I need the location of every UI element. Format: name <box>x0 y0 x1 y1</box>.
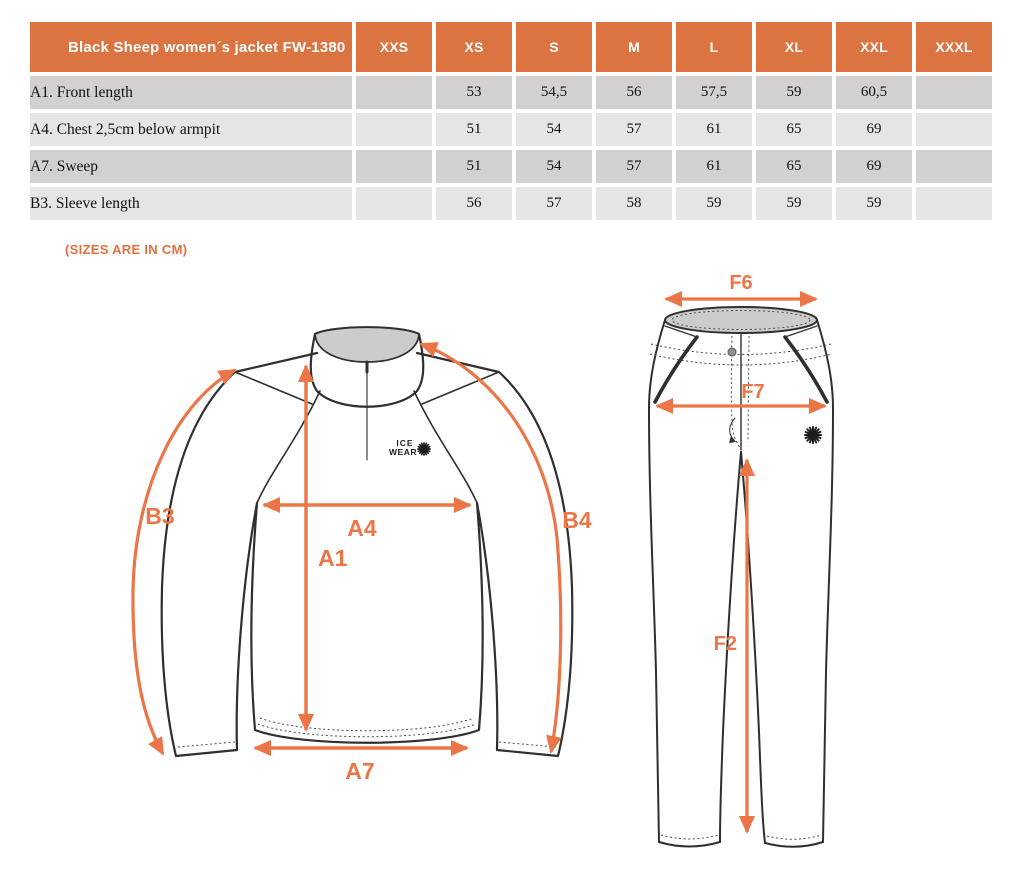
measurement-cell: 65 <box>756 113 832 146</box>
measurement-cell: 65 <box>756 150 832 183</box>
measurement-cell: 57 <box>516 187 592 220</box>
f6-label: F6 <box>729 272 753 294</box>
col-header-xxl: XXL <box>836 22 912 72</box>
col-header-s: S <box>516 22 592 72</box>
measurement-cell: 54 <box>516 113 592 146</box>
f7-label: F7 <box>741 381 765 403</box>
measurement-cell: 59 <box>756 187 832 220</box>
measurement-cell: 57 <box>596 113 672 146</box>
measurement-cell: 69 <box>836 113 912 146</box>
row-label: A4. Chest 2,5cm below armpit <box>30 113 352 146</box>
measurement-cell: 59 <box>676 187 752 220</box>
a1-label: A1 <box>318 545 348 571</box>
table-title: Black Sheep women´s jacket FW-1380 <box>30 22 352 72</box>
measurement-cell: 57 <box>596 150 672 183</box>
col-header-xxs: XXS <box>356 22 432 72</box>
measurement-cell: 56 <box>596 76 672 109</box>
measurement-cell <box>916 187 992 220</box>
b4-arrow <box>421 344 561 752</box>
col-header-l: L <box>676 22 752 72</box>
icewear-logo <box>389 438 430 457</box>
table-header-row <box>30 22 992 72</box>
measurement-cell: 57,5 <box>676 76 752 109</box>
measurement-cell: 69 <box>836 150 912 183</box>
row-label: B3. Sleeve length <box>30 187 352 220</box>
table-row-sweep <box>30 150 992 183</box>
measurement-cell <box>356 76 432 109</box>
jacket-measurements <box>133 344 592 784</box>
row-label: A7. Sweep <box>30 150 352 183</box>
b4-label: B4 <box>562 507 592 533</box>
logo-text-wear: WEAR <box>389 447 417 457</box>
measurement-cell <box>356 150 432 183</box>
col-header-m: M <box>596 22 672 72</box>
table-row-sleeve-length <box>30 187 992 220</box>
col-header-xxxl: XXXL <box>916 22 992 72</box>
measurement-cell: 61 <box>676 150 752 183</box>
measurement-cell: 58 <box>596 187 672 220</box>
measurement-cell: 59 <box>756 76 832 109</box>
jacket-drawing <box>162 327 573 756</box>
waist-button <box>728 348 736 356</box>
table-row-chest <box>30 113 992 146</box>
measurement-cell <box>356 187 432 220</box>
size-table <box>26 18 996 224</box>
measurement-cell: 56 <box>436 187 512 220</box>
collar-inner <box>315 327 419 362</box>
f2-label: F2 <box>713 633 737 655</box>
col-header-xl: XL <box>756 22 832 72</box>
measurement-cell: 59 <box>836 187 912 220</box>
measurement-cell: 51 <box>436 150 512 183</box>
logo-text-ice: ICE <box>396 438 414 448</box>
pants-diagram <box>635 272 875 872</box>
measurement-cell: 51 <box>436 113 512 146</box>
a4-label: A4 <box>347 515 377 541</box>
jacket-diagram <box>65 298 605 810</box>
snowflake-icon <box>805 427 821 443</box>
b3-arrow <box>133 370 235 754</box>
measurement-cell: 54,5 <box>516 76 592 109</box>
measurement-cell <box>356 113 432 146</box>
a7-label: A7 <box>345 758 375 784</box>
measurement-cell: 60,5 <box>836 76 912 109</box>
measurement-cell <box>916 150 992 183</box>
row-label: A1. Front length <box>30 76 352 109</box>
b3-label: B3 <box>145 503 175 529</box>
sizes-unit-note: (SIZES ARE IN CM) <box>65 242 188 257</box>
measurement-cell <box>916 113 992 146</box>
measurement-cell: 54 <box>516 150 592 183</box>
table-row-front-length <box>30 76 992 109</box>
measurement-cell: 61 <box>676 113 752 146</box>
measurement-cell <box>916 76 992 109</box>
snowflake-icon <box>418 443 430 455</box>
col-header-xs: XS <box>436 22 512 72</box>
measurement-cell: 53 <box>436 76 512 109</box>
